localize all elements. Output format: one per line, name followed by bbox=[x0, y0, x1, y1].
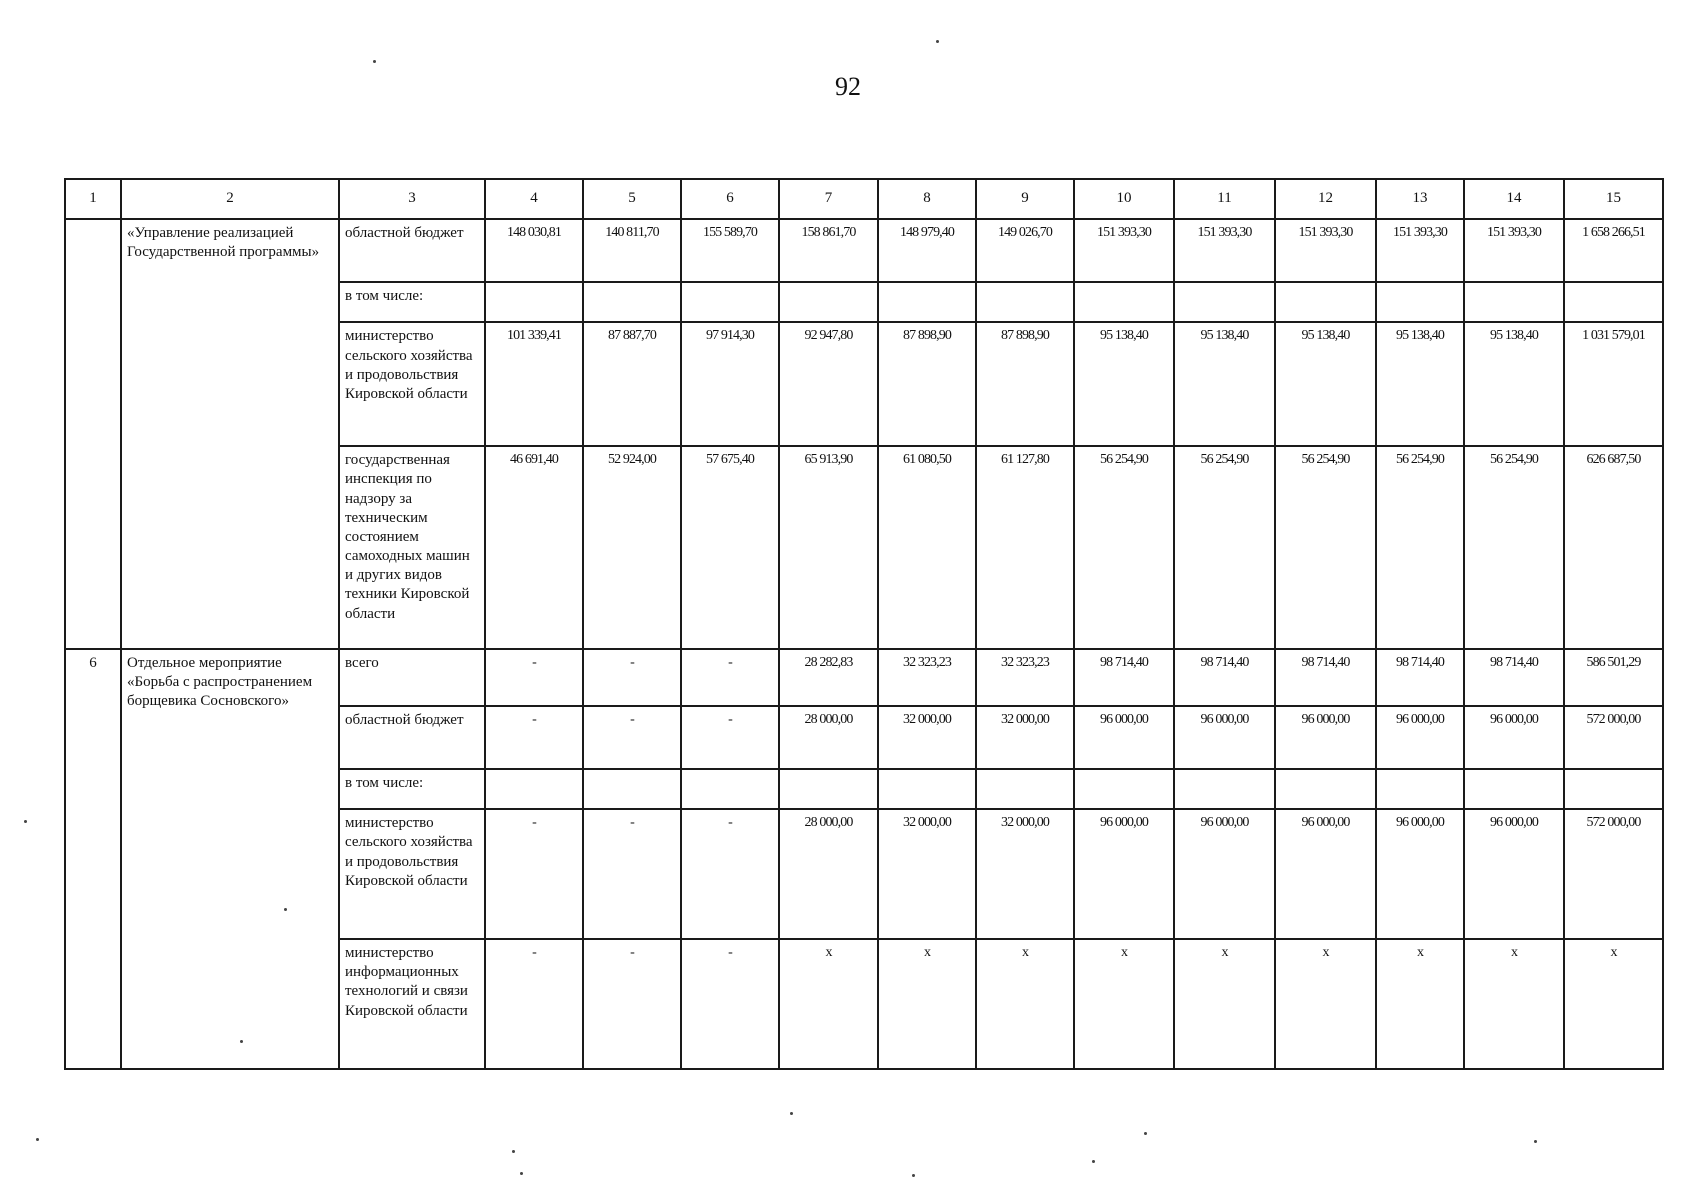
amount-cell: 586 501,29 bbox=[1564, 649, 1663, 706]
amount-cell: - bbox=[681, 706, 779, 769]
amount-cell: х bbox=[779, 939, 878, 1069]
amount-cell bbox=[976, 769, 1074, 810]
amount-cell: 149 026,70 bbox=[976, 219, 1074, 282]
amount-cell: - bbox=[681, 649, 779, 706]
amount-cell: 96 000,00 bbox=[1376, 706, 1464, 769]
column-header: 4 bbox=[485, 179, 583, 219]
funding-source: государственная инспекция по надзору за техническим состоянием самоходных машин и других видов техники Кировской области bbox=[339, 446, 485, 649]
amount-cell: 98 714,40 bbox=[1275, 649, 1376, 706]
amount-cell: 32 000,00 bbox=[878, 809, 976, 939]
amount-cell: 98 714,40 bbox=[1464, 649, 1564, 706]
amount-cell: 52 924,00 bbox=[583, 446, 681, 649]
column-header: 2 bbox=[121, 179, 339, 219]
amount-cell: 151 393,30 bbox=[1464, 219, 1564, 282]
column-header: 8 bbox=[878, 179, 976, 219]
amount-cell bbox=[1275, 282, 1376, 323]
column-header: 15 bbox=[1564, 179, 1663, 219]
amount-cell: 572 000,00 bbox=[1564, 706, 1663, 769]
amount-cell: - bbox=[583, 649, 681, 706]
amount-cell: 96 000,00 bbox=[1275, 706, 1376, 769]
amount-cell bbox=[1376, 769, 1464, 810]
amount-cell: 572 000,00 bbox=[1564, 809, 1663, 939]
amount-cell: 158 861,70 bbox=[779, 219, 878, 282]
amount-cell bbox=[1174, 769, 1275, 810]
amount-cell: 96 000,00 bbox=[1376, 809, 1464, 939]
amount-cell: х bbox=[976, 939, 1074, 1069]
amount-cell: 1 031 579,01 bbox=[1564, 322, 1663, 446]
amount-cell: 56 254,90 bbox=[1275, 446, 1376, 649]
amount-cell bbox=[583, 282, 681, 323]
amount-cell: 32 323,23 bbox=[878, 649, 976, 706]
amount-cell: 61 127,80 bbox=[976, 446, 1074, 649]
amount-cell: 87 898,90 bbox=[878, 322, 976, 446]
amount-cell bbox=[779, 282, 878, 323]
amount-cell bbox=[976, 282, 1074, 323]
column-header: 7 bbox=[779, 179, 878, 219]
amount-cell: 92 947,80 bbox=[779, 322, 878, 446]
amount-cell: 32 000,00 bbox=[976, 809, 1074, 939]
amount-cell: 140 811,70 bbox=[583, 219, 681, 282]
amount-cell bbox=[681, 282, 779, 323]
amount-cell bbox=[878, 769, 976, 810]
amount-cell: 151 393,30 bbox=[1275, 219, 1376, 282]
amount-cell: 56 254,90 bbox=[1464, 446, 1564, 649]
amount-cell: 61 080,50 bbox=[878, 446, 976, 649]
column-header: 9 bbox=[976, 179, 1074, 219]
column-header: 5 bbox=[583, 179, 681, 219]
amount-cell: 32 000,00 bbox=[976, 706, 1074, 769]
amount-cell: 56 254,90 bbox=[1074, 446, 1174, 649]
amount-cell: 56 254,90 bbox=[1174, 446, 1275, 649]
amount-cell: х bbox=[1464, 939, 1564, 1069]
table-row bbox=[65, 219, 1663, 282]
amount-cell: 98 714,40 bbox=[1174, 649, 1275, 706]
amount-cell: 151 393,30 bbox=[1074, 219, 1174, 282]
amount-cell: 98 714,40 bbox=[1074, 649, 1174, 706]
amount-cell: 28 282,83 bbox=[779, 649, 878, 706]
amount-cell: 96 000,00 bbox=[1174, 706, 1275, 769]
amount-cell: 28 000,00 bbox=[779, 706, 878, 769]
amount-cell: 87 898,90 bbox=[976, 322, 1074, 446]
table-row bbox=[65, 649, 1663, 706]
amount-cell: - bbox=[681, 809, 779, 939]
amount-cell bbox=[485, 769, 583, 810]
amount-cell: 87 887,70 bbox=[583, 322, 681, 446]
column-header: 11 bbox=[1174, 179, 1275, 219]
amount-cell: 28 000,00 bbox=[779, 809, 878, 939]
amount-cell: 65 913,90 bbox=[779, 446, 878, 649]
column-header: 10 bbox=[1074, 179, 1174, 219]
amount-cell: 95 138,40 bbox=[1376, 322, 1464, 446]
row-index bbox=[65, 219, 121, 649]
amount-cell: - bbox=[485, 649, 583, 706]
amount-cell: - bbox=[681, 939, 779, 1069]
funding-source: министерство информационных технологий и связи Кировской области bbox=[339, 939, 485, 1069]
budget-table bbox=[64, 178, 1664, 1070]
amount-cell bbox=[1074, 769, 1174, 810]
amount-cell: 56 254,90 bbox=[1376, 446, 1464, 649]
amount-cell: 96 000,00 bbox=[1464, 809, 1564, 939]
amount-cell: 96 000,00 bbox=[1464, 706, 1564, 769]
amount-cell: 32 323,23 bbox=[976, 649, 1074, 706]
column-header: 3 bbox=[339, 179, 485, 219]
row-index: 6 bbox=[65, 649, 121, 1069]
amount-cell: - bbox=[583, 939, 681, 1069]
amount-cell: - bbox=[485, 939, 583, 1069]
amount-cell: - bbox=[583, 706, 681, 769]
amount-cell: 148 030,81 bbox=[485, 219, 583, 282]
column-header: 12 bbox=[1275, 179, 1376, 219]
amount-cell bbox=[1074, 282, 1174, 323]
amount-cell: - bbox=[485, 706, 583, 769]
amount-cell: 98 714,40 bbox=[1376, 649, 1464, 706]
column-header: 6 bbox=[681, 179, 779, 219]
amount-cell bbox=[485, 282, 583, 323]
amount-cell: 97 914,30 bbox=[681, 322, 779, 446]
amount-cell: 155 589,70 bbox=[681, 219, 779, 282]
amount-cell bbox=[1564, 282, 1663, 323]
amount-cell: 1 658 266,51 bbox=[1564, 219, 1663, 282]
amount-cell: 57 675,40 bbox=[681, 446, 779, 649]
amount-cell: 95 138,40 bbox=[1275, 322, 1376, 446]
amount-cell bbox=[1564, 769, 1663, 810]
amount-cell: 95 138,40 bbox=[1074, 322, 1174, 446]
amount-cell bbox=[779, 769, 878, 810]
amount-cell: х bbox=[1174, 939, 1275, 1069]
amount-cell: 95 138,40 bbox=[1174, 322, 1275, 446]
amount-cell: 96 000,00 bbox=[1174, 809, 1275, 939]
amount-cell bbox=[583, 769, 681, 810]
amount-cell bbox=[681, 769, 779, 810]
funding-source: всего bbox=[339, 649, 485, 706]
amount-cell: 151 393,30 bbox=[1376, 219, 1464, 282]
table-header bbox=[65, 179, 1663, 219]
table-body bbox=[65, 219, 1663, 1069]
amount-cell: - bbox=[485, 809, 583, 939]
program-name: «Управление реализацией Государственной программы» bbox=[121, 219, 339, 649]
funding-source: министерство сельского хозяйства и продовольствия Кировской области bbox=[339, 322, 485, 446]
column-header: 13 bbox=[1376, 179, 1464, 219]
amount-cell: - bbox=[583, 809, 681, 939]
amount-cell: 46 691,40 bbox=[485, 446, 583, 649]
amount-cell: 96 000,00 bbox=[1275, 809, 1376, 939]
column-header: 1 bbox=[65, 179, 121, 219]
funding-source: областной бюджет bbox=[339, 219, 485, 282]
page-number: 92 bbox=[835, 72, 861, 101]
amount-cell: х bbox=[878, 939, 976, 1069]
amount-cell: 95 138,40 bbox=[1464, 322, 1564, 446]
amount-cell: 96 000,00 bbox=[1074, 706, 1174, 769]
amount-cell: х bbox=[1564, 939, 1663, 1069]
column-header: 14 bbox=[1464, 179, 1564, 219]
amount-cell: 626 687,50 bbox=[1564, 446, 1663, 649]
amount-cell: 96 000,00 bbox=[1074, 809, 1174, 939]
amount-cell: 32 000,00 bbox=[878, 706, 976, 769]
amount-cell: х bbox=[1275, 939, 1376, 1069]
amount-cell: 148 979,40 bbox=[878, 219, 976, 282]
amount-cell bbox=[1275, 769, 1376, 810]
funding-source: министерство сельского хозяйства и продовольствия Кировской области bbox=[339, 809, 485, 939]
program-name: Отдельное мероприятие «Борьба с распространением борщевика Сосновского» bbox=[121, 649, 339, 1069]
amount-cell: 151 393,30 bbox=[1174, 219, 1275, 282]
funding-source: в том числе: bbox=[339, 769, 485, 810]
amount-cell: х bbox=[1074, 939, 1174, 1069]
funding-source: в том числе: bbox=[339, 282, 485, 323]
amount-cell bbox=[878, 282, 976, 323]
amount-cell bbox=[1376, 282, 1464, 323]
amount-cell bbox=[1464, 282, 1564, 323]
funding-source: областной бюджет bbox=[339, 706, 485, 769]
amount-cell: 101 339,41 bbox=[485, 322, 583, 446]
amount-cell bbox=[1174, 282, 1275, 323]
amount-cell: х bbox=[1376, 939, 1464, 1069]
amount-cell bbox=[1464, 769, 1564, 810]
